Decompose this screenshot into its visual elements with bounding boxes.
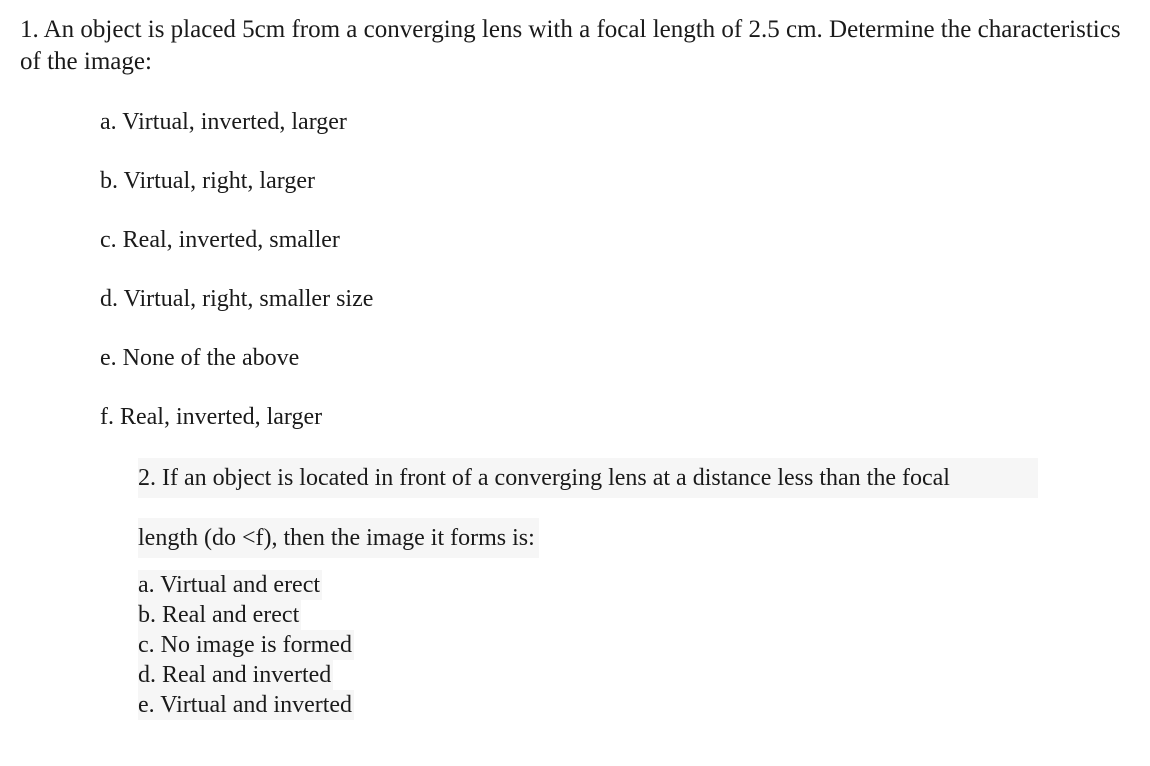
question-2-option-c	[138, 630, 1038, 660]
question-2-options	[138, 570, 1038, 720]
question-2-option-e-text: e. Virtual and inverted	[138, 692, 353, 718]
question-2-option-e	[138, 690, 1038, 720]
question-2-option-b-text: b. Real and erect	[138, 602, 300, 628]
question-2-stem-line-2: length (do <f), then the image it forms is:	[138, 518, 539, 558]
question-2-option-a-text: a. Virtual and erect	[138, 572, 321, 598]
question-1-option-f: f. Real, inverted, larger	[100, 404, 323, 430]
question-2-option-d	[138, 660, 1038, 690]
question-1-option-d: d. Virtual, right, smaller size	[100, 286, 374, 312]
question-1-stem: 1. An object is placed 5cm from a converging lens with a focal length of 2.5 cm. Determine the characteristics of the image:	[20, 16, 1121, 75]
question-1-option-e: e. None of the above	[100, 345, 300, 371]
question-2-option-a	[138, 570, 1038, 600]
question-2-block	[138, 458, 1038, 720]
question-2-option-d-text: d. Real and inverted	[138, 662, 332, 688]
question-1-option-b: b. Virtual, right, larger	[100, 168, 315, 194]
question-2-stem-line-1: 2. If an object is located in front of a converging lens at a distance less than the focal	[138, 458, 1038, 498]
question-2-option-c-text: c. No image is formed	[138, 632, 352, 658]
question-1-option-c: c. Real, inverted, smaller	[100, 227, 340, 253]
question-1-options	[100, 104, 373, 458]
question-2-option-b	[138, 600, 1038, 630]
question-1-option-a: a. Virtual, inverted, larger	[100, 109, 347, 135]
